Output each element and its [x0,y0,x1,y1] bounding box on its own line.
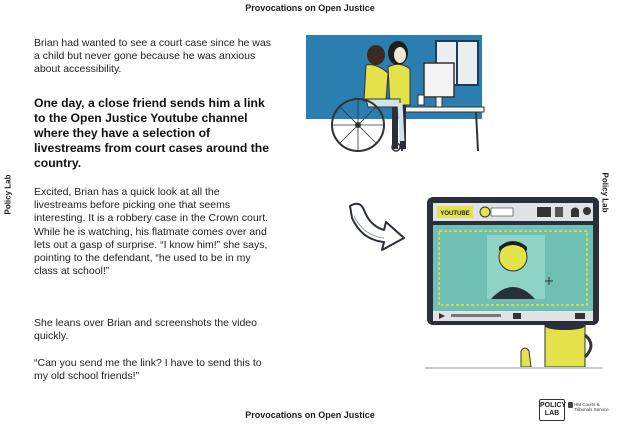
cup [418,95,424,105]
progress-bar[interactable] [451,314,501,317]
youtube-tab-label: YOUTUBE [440,211,470,217]
illustration-livestream-screen [425,195,603,370]
computer-monitor [424,63,454,97]
story-lead-heading: One day, a close friend sends him a link to the Open Justice Youtube channel where they have a selection of livestreams from court cases around the country. [34,96,270,170]
policy-lab-logo-line1: POLICY [540,402,567,409]
page-header-title: Provocations on Open Justice [245,3,375,13]
side-label-left: Policy Lab [3,174,13,215]
page-footer-title: Provocations on Open Justice [245,410,375,420]
bell-icon[interactable] [571,208,579,218]
policy-lab-logo-line2: LAB [544,410,560,417]
crest-icon [568,402,573,408]
search-icon[interactable] [480,207,490,217]
brian-head [367,45,385,65]
story-intro: Brian had wanted to see a court case since he was a child but never gone because he was anxious about accessibility. [34,37,271,76]
video-icon[interactable] [537,207,551,217]
fullscreen-icon[interactable] [575,313,585,319]
desk [396,107,484,112]
story-paragraph-2: Excited, Brian has a quick look at all the livestreams before picking one that seems interesting. It is a robbery case in the Crown court. While he is watching, his flatmate comes over and lets out a gasp of surprise. “I know him!” she says, pointing to the defendant, “he used to be in my class at school!” [34,186,269,278]
story-paragraph-4: “Can you send me the link? I have to send this to my old school friends!” [34,357,262,383]
curved-arrow-icon [344,196,410,256]
hmcts-line2: Tribunals Service [574,407,609,413]
volume-icon[interactable] [513,313,521,319]
policy-lab-logo [539,399,565,421]
mug [545,325,585,367]
illustration-wheelchair-at-computer [296,33,486,163]
grid-icon[interactable] [555,207,563,217]
hand [521,348,531,367]
hmcts-line1: HM Courts & [574,402,600,407]
story-paragraph-3: She leans over Brian and screenshots the video quickly. [34,317,257,343]
profile-icon[interactable] [583,207,591,215]
side-label-right: Policy Lab [600,172,610,213]
hmcts-logo [574,402,620,412]
brian-body [364,65,388,101]
